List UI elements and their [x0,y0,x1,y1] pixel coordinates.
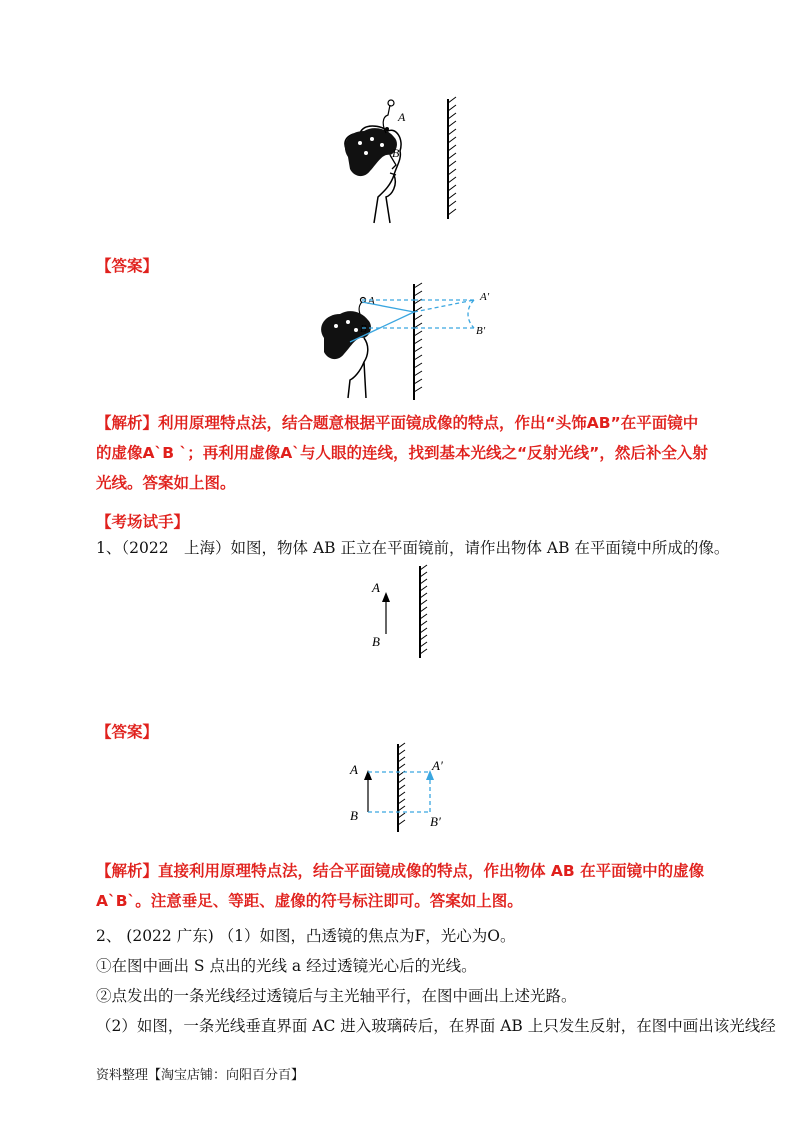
point-a-prime-label: A′ [480,291,490,303]
point-b-label: B [360,323,367,335]
figure-head-mirror-answer [310,282,510,402]
point-a-label: A [372,580,380,595]
analysis-label: 【解析】 [96,414,159,432]
question-2-line-4: （2）如图，一条光线垂直界面 AC 进入玻璃砖后，在界面 AB 上只发生反射，在图中画出该光线经 [96,1017,776,1035]
analysis-paragraph-2 [96,856,708,916]
question-2-line-1: 2、 (2022 广东) （1）如图，凸透镜的焦点为F，光心为O。 [96,927,516,945]
figure-object-mirror [366,562,446,662]
analysis-text: 利用原理特点法，结合题意根据平面镜成像的特点，作出“头饰AB”在平面镜中的虚像A`B `；再利用虚像A`与人眼的连线，找到基本光线之“反射光线”，然后补全入射光线。答案如上图。 [96,414,708,492]
answer-label: 【答案】 [96,257,159,275]
point-a-label: A [368,295,375,307]
plane-mirror [420,565,427,658]
point-b-label: B [392,146,400,160]
point-b-prime-label: B′ [476,325,486,337]
plane-mirror [398,743,405,832]
analysis-text: 直接利用原理特点法，结合平面镜成像的特点，作出物体 AB 在平面镜中的虚像 A`B`。注意垂足、等距、虚像的符号标注即可。答案如上图。 [96,862,705,910]
analysis-label: 【解析】 [96,862,159,880]
figure-object-mirror-answer [346,740,466,840]
section-title: 【考场试手】 [96,513,190,531]
answer-label: 【答案】 [96,723,159,741]
head-drawing [345,126,401,223]
plane-mirror [448,97,456,219]
point-a-label: A [398,110,406,124]
point-b-label: B [372,634,380,649]
figure-head-mirror [330,95,470,225]
point-a-prime-label: A′ [432,758,443,773]
question-2-line-3: ②点发出的一条光线经过透镜后与主光轴平行，在图中画出上述光路。 [96,987,577,1005]
question-2-line-2: ①在图中画出 S 点出的光线 a 经过透镜光心后的光线。 [96,957,477,975]
point-b-prime-label: B′ [430,814,441,829]
point-b-label: B [350,808,358,823]
page-footer: 资料整理【淘宝店铺：向阳百分百】 [96,1068,305,1083]
question-1: 1、（2022 上海）如图，物体 AB 正立在平面镜前，请作出物体 AB 在平面镜中所成的像。 [96,539,730,557]
point-a-label: A [350,762,358,777]
analysis-paragraph-1 [96,408,708,498]
